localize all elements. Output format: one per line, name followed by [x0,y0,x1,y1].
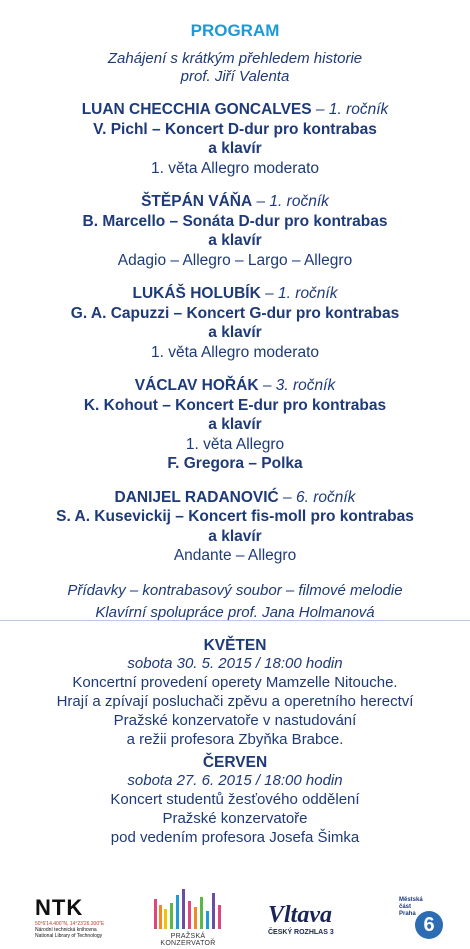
work-title: B. Marcello – Sonáta D-dur pro kontrabas [82,212,388,230]
ntk-logo [35,895,125,939]
vltava-subtitle: ČESKÝ ROZHLAS 3 [268,929,334,936]
work-title: a klavír [208,527,262,545]
performer-name: LUKÁŠ HOLUBÍK [132,285,261,302]
event-date: sobota 30. 5. 2015 / 18:00 hodin [127,655,343,672]
encore-notes [0,580,470,624]
event-month: KVĚTEN [203,637,267,654]
performance-2 [0,192,470,270]
vltava-logo [268,903,358,936]
event-may [0,636,470,749]
praha6-number: 6 [415,911,443,939]
event-desc-line: Hrají a zpívají posluchači zpěvu a operetního herectví [56,693,414,710]
intro-line: prof. Jiří Valenta [180,68,290,85]
program-intro [0,50,470,86]
event-date: sobota 27. 6. 2015 / 18:00 hodin [127,772,343,789]
performer-name: VÁCLAV HOŘÁK [134,377,259,394]
event-june [0,753,470,847]
movement: Andante – Allegro [173,547,297,564]
praha6-line: část [399,904,412,910]
work-title: a klavír [208,232,262,249]
ntk-logo-mark: NTK [35,895,84,920]
ntk-subtitle: National Library of Technology [35,933,103,939]
performer-year: – 3. ročník [258,377,336,394]
ntk-coordinates: 50°6'14.400"N, 14°23'26.300"E [35,921,105,927]
extra-work: F. Gregora – Polka [167,455,303,472]
accompaniment-line: Klavírní spolupráce prof. Jana Holmanová [95,603,375,621]
performer-year: – 1. ročník [311,101,389,118]
movement: 1. věta Allegro [185,435,285,453]
ntk-subtitle: Národní technická knihovna [35,927,97,933]
praha6-logo [399,897,443,943]
event-desc-line: Pražské konzervatoře [162,810,308,827]
work-title: K. Kohout – Koncert E-dur pro kontrabas [83,396,387,414]
event-desc-line: Koncert studentů žesťového oddělení [110,791,360,808]
work-title: G. A. Capuzzi – Koncert G-dur pro kontrabas [70,304,400,322]
section-divider [0,620,470,621]
movement: 1. věta Allegro moderato [150,343,320,361]
event-desc-line: Pražské konzervatoře v nastudování [113,712,357,729]
conservatory-columns-icon [148,885,228,931]
prazska-konzervator-text: PRAŽSKÁ KONZERVATOŘ [160,933,216,947]
work-title: a klavír [208,324,262,341]
program-heading: PROGRAM [190,21,280,40]
performer-name: ŠTĚPÁN VÁŇA [141,193,253,210]
work-title: a klavír [208,140,262,157]
performance-4 [0,376,470,474]
praha6-line: Praha [399,911,416,917]
sponsor-logos [0,885,470,945]
performer-year: – 6. ročník [278,488,356,506]
upcoming-events [0,636,470,847]
work-title: S. A. Kusevickij – Koncert fis-moll pro kontrabas [56,508,414,525]
event-month: ČERVEN [202,754,268,771]
movement: 1. věta Allegro moderato [150,159,320,177]
encore-line: Přídavky – kontrabasový soubor – filmové melodie [67,581,403,599]
prazska-konzervator-logo [148,885,228,945]
event-desc-line: a režii profesora Zbyňka Brabce. [126,731,344,748]
vltava-logo-mark: Vltava [268,902,332,928]
movement: Adagio – Allegro – Largo – Allegro [117,251,353,269]
event-desc-line: Koncertní provedení operety Mamzelle Nitouche. [72,674,398,691]
performer-name: LUAN CHECCHIA GONCALVES [81,101,312,118]
performance-3 [0,284,470,362]
praha6-line: Městská [399,897,423,903]
work-title: V. Pichl – Koncert D-dur pro kontrabas [93,120,377,138]
event-desc-line: pod vedením profesora Josefa Šimka [110,829,360,846]
performer-year: – 1. ročník [252,193,329,210]
work-title: a klavír [208,416,262,433]
performer-year: – 1. ročník [260,285,338,302]
intro-line: Zahájení s krátkým přehledem historie [107,50,363,67]
performer-name: DANIJEL RADANOVIĆ [114,488,279,506]
performance-5 [0,488,470,566]
performance-1 [0,100,470,178]
